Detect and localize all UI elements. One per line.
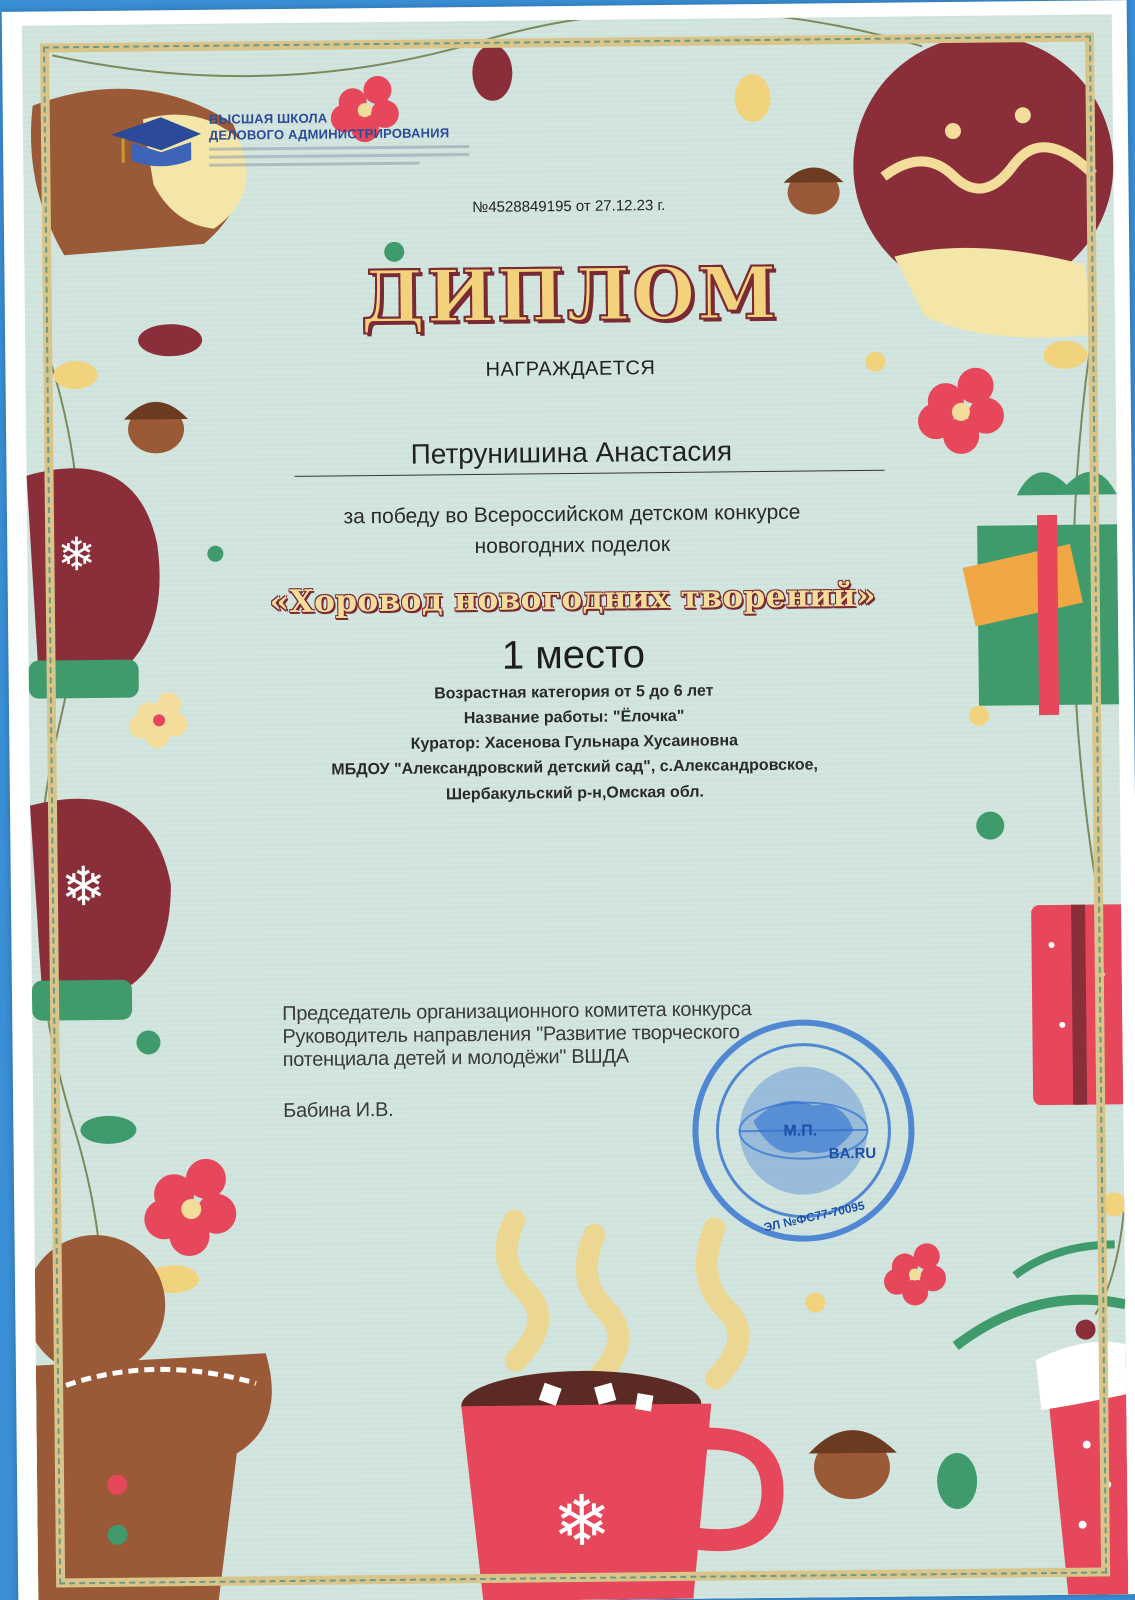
signature-line-3: потенциала детей и молодёжи" ВШДА	[282, 1045, 629, 1072]
reason-line-2: новогодних поделок	[474, 532, 671, 559]
diploma-title: ДИПЛОМ	[360, 249, 780, 340]
age-category: Возрастная категория от 5 до 6 лет	[434, 682, 714, 703]
logo-line-2: ДЕЛОВОГО АДМИНИСТРИРОВАНИЯ	[208, 125, 450, 143]
contest-name: «Хоровод новогодних творений»	[269, 577, 877, 621]
svg-text:❄: ❄	[57, 526, 97, 582]
logo-fine-print	[209, 162, 419, 167]
graduation-cap-icon	[111, 112, 202, 173]
stamp-reg: ЭЛ №ФС77-70095	[762, 1198, 866, 1235]
official-stamp	[682, 1009, 925, 1252]
svg-text:❄: ❄	[552, 1479, 612, 1563]
recipient-name: Петрунишина Анастасия	[410, 435, 733, 470]
stamp-site: BA.RU	[828, 1144, 877, 1163]
signatory-name: Бабина И.В.	[283, 1098, 394, 1123]
stamp-center-text: М.П.	[783, 1122, 818, 1140]
signature-line-1: Председатель организационного комитета конкурса	[282, 998, 752, 1026]
curator: Куратор: Хасенова Гульнара Хусаиновна	[410, 732, 739, 753]
institution-line-1: МБДОУ "Александровский детский сад", с.Александровское,	[331, 756, 818, 779]
logo-line-1: ВЫСШАЯ ШКОЛА	[208, 110, 328, 127]
diploma	[22, 14, 1128, 1600]
school-logo	[111, 101, 492, 175]
signature-line-2: Руководитель направления "Развитие творческого	[282, 1021, 740, 1049]
reason-line-1: за победу во Всероссийском детском конкурсе	[343, 500, 801, 529]
paper-sheet	[2, 0, 1135, 1600]
logo-fine-print	[209, 145, 469, 151]
place: 1 место	[501, 632, 646, 678]
svg-text:❄: ❄	[60, 854, 107, 919]
awarded-label: НАГРАЖДАЕТСЯ	[485, 357, 656, 381]
registration-number: №4528849195 от 27.12.23 г.	[472, 196, 666, 217]
institution-line-2: Шербакульский р-н,Омская обл.	[445, 783, 704, 804]
logo-fine-print	[209, 153, 469, 159]
work-title: Название работы: "Ёлочка"	[463, 707, 685, 728]
